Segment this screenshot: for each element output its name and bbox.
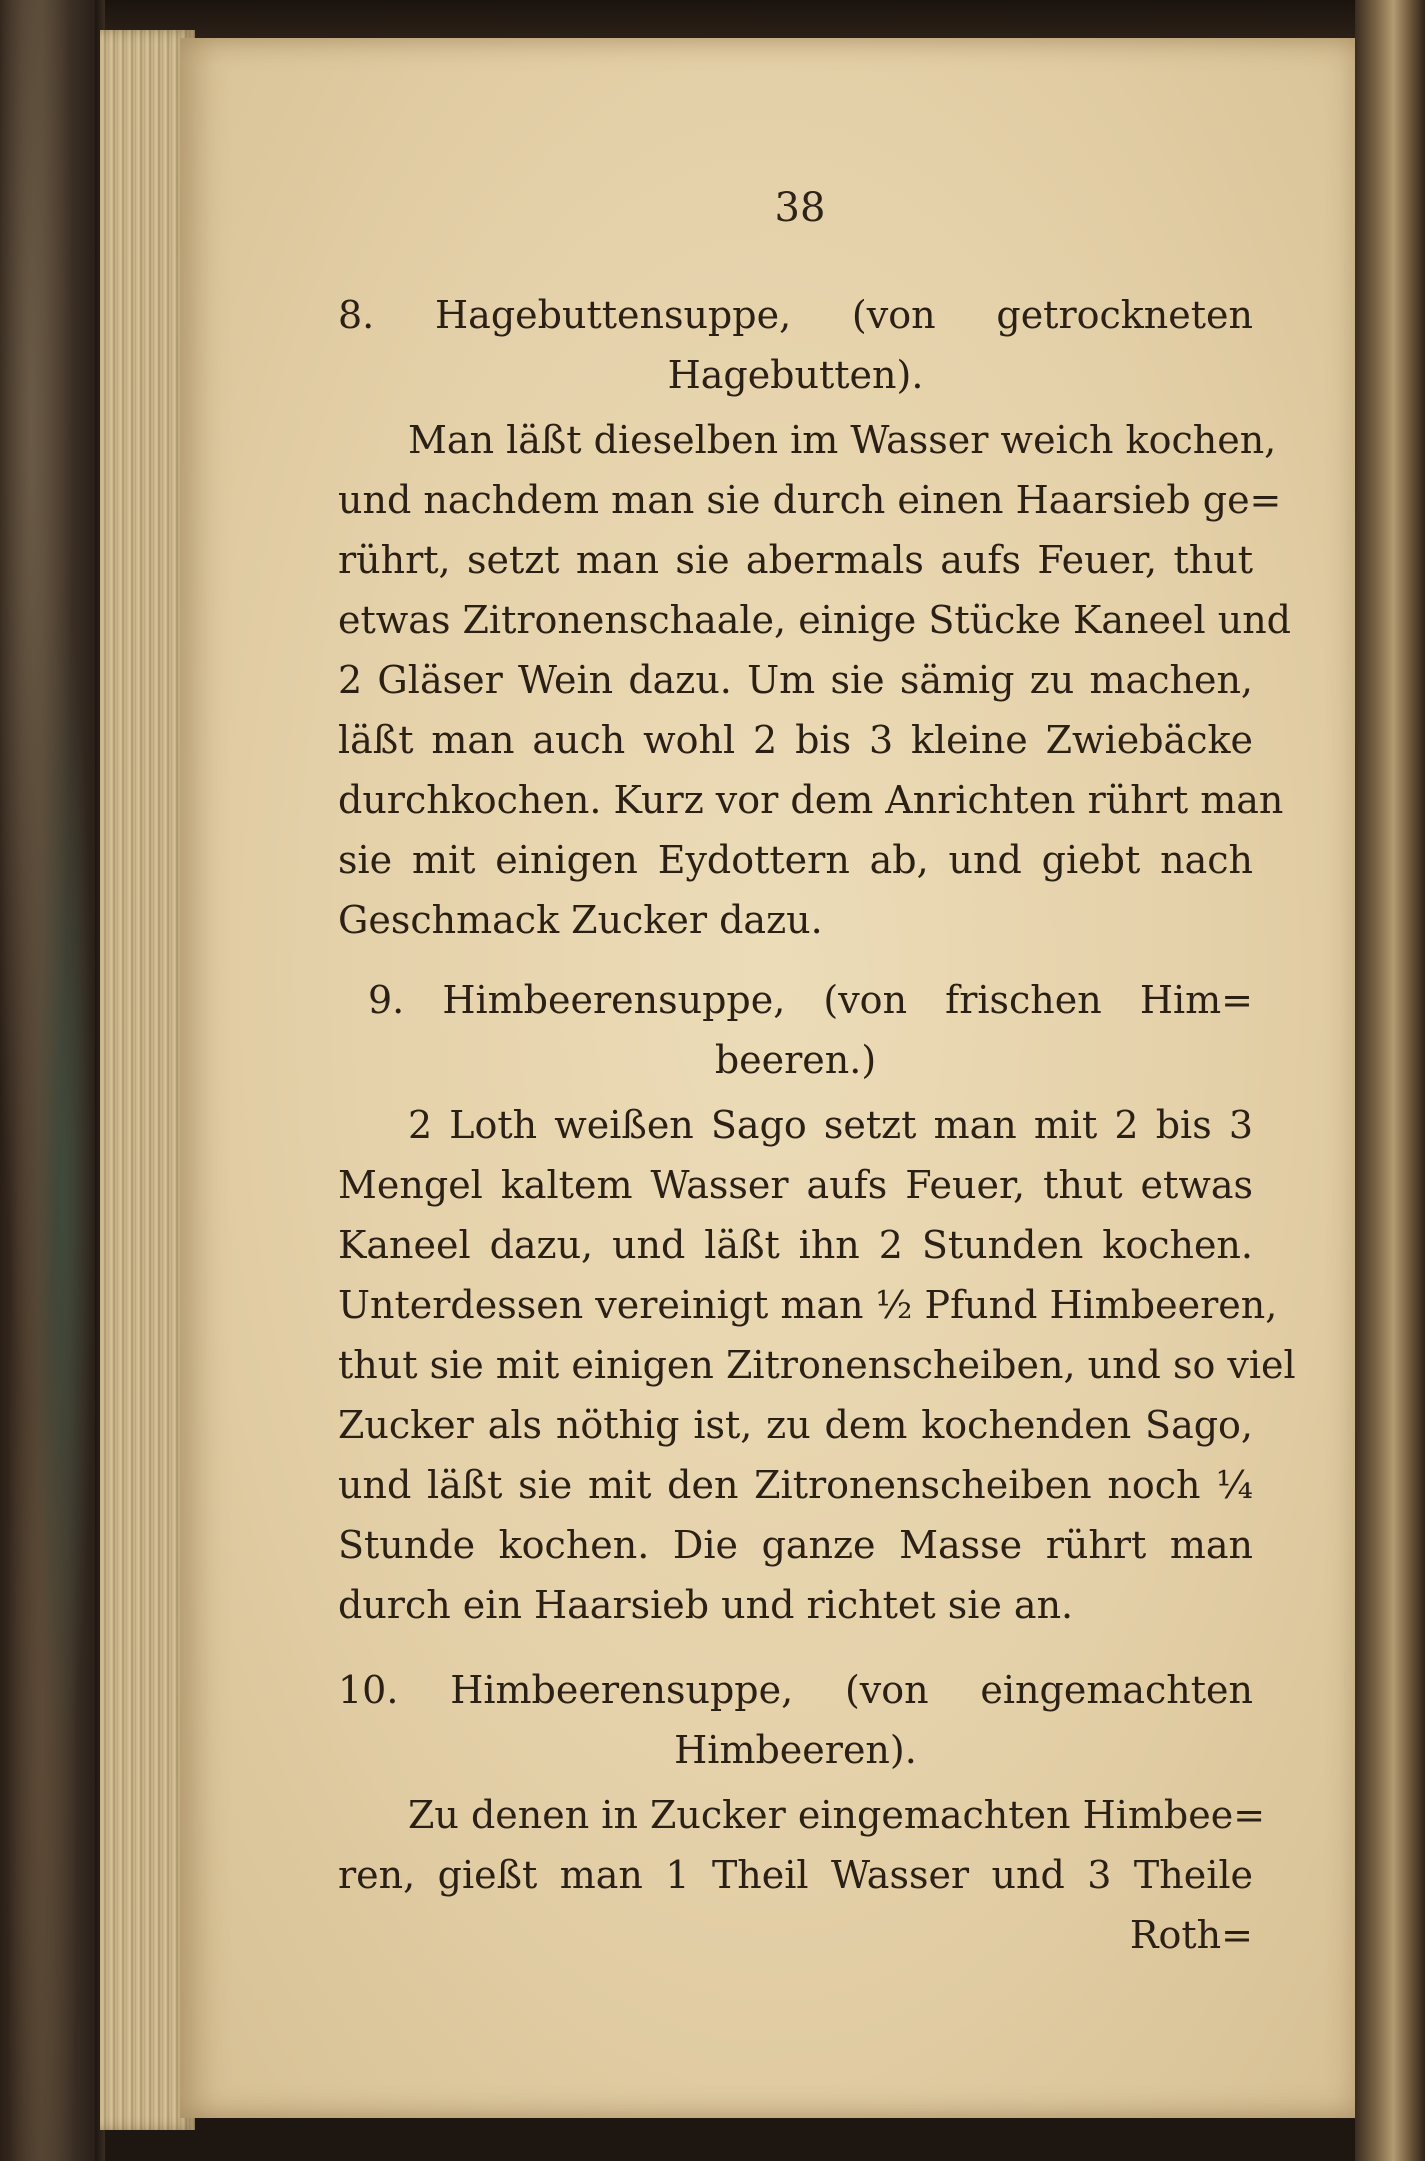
body-line: Kaneel dazu, und läßt ihn 2 Stunden kochen. <box>338 1223 1253 1267</box>
body-line: thut sie mit einigen Zitronenscheiben, und so viel <box>338 1343 1296 1387</box>
body-line: und läßt sie mit den Zitronenscheiben noch ¼ <box>338 1463 1253 1507</box>
body-line: Mengel kaltem Wasser aufs Feuer, thut etwas <box>338 1163 1253 1207</box>
body-line: Unterdessen vereinigt man ½ Pfund Himbeeren, <box>338 1283 1278 1327</box>
body-line: 2 Loth weißen Sago setzt man mit 2 bis 3 <box>408 1103 1253 1147</box>
recipe-heading: 9. Himbeerensuppe, (von frischen Him= <box>368 978 1253 1022</box>
recipe-heading: 8. Hagebuttensuppe, (von getrockneten <box>338 293 1253 337</box>
body-line: durch ein Haarsieb und richtet sie an. <box>338 1583 1074 1627</box>
recipe-heading: Hagebutten). <box>667 353 924 397</box>
body-line: Zu denen in Zucker eingemachten Himbee= <box>408 1793 1266 1837</box>
body-line: Stunde kochen. Die ganze Masse rührt man <box>338 1523 1253 1567</box>
body-line: Man läßt dieselben im Wasser weich kochen, <box>408 418 1277 462</box>
body-line: Geschmack Zucker dazu. <box>338 898 823 942</box>
body-line: ren, gießt man 1 Theil Wasser und 3 Theile <box>338 1853 1253 1897</box>
recipe-heading: beeren.) <box>714 1038 877 1082</box>
page-number: 38 <box>774 185 826 231</box>
body-line: 2 Gläser Wein dazu. Um sie sämig zu machen, <box>338 658 1253 702</box>
body-line: rührt, setzt man sie abermals aufs Feuer, thut <box>338 538 1253 582</box>
body-line: sie mit einigen Eydottern ab, und giebt nach <box>338 838 1253 882</box>
body-line: läßt man auch wohl 2 bis 3 kleine Zwiebäcke <box>338 718 1253 762</box>
body-line: durchkochen. Kurz vor dem Anrichten rührt man <box>338 778 1284 822</box>
catchword: Roth= <box>1129 1913 1253 1957</box>
body-line: etwas Zitronenschaale, einige Stücke Kaneel und <box>338 598 1292 642</box>
recipe-heading: 10. Himbeerensuppe, (von eingemachten <box>338 1668 1253 1712</box>
recipe-heading: Himbeeren). <box>674 1728 917 1772</box>
marbled-cover-left <box>0 0 105 2161</box>
cover-right <box>1355 0 1425 2161</box>
body-line: Zucker als nöthig ist, zu dem kochenden Sago, <box>338 1403 1253 1447</box>
top-shadow <box>100 0 1360 40</box>
body-line: und nachdem man sie durch einen Haarsieb ge= <box>338 478 1282 522</box>
